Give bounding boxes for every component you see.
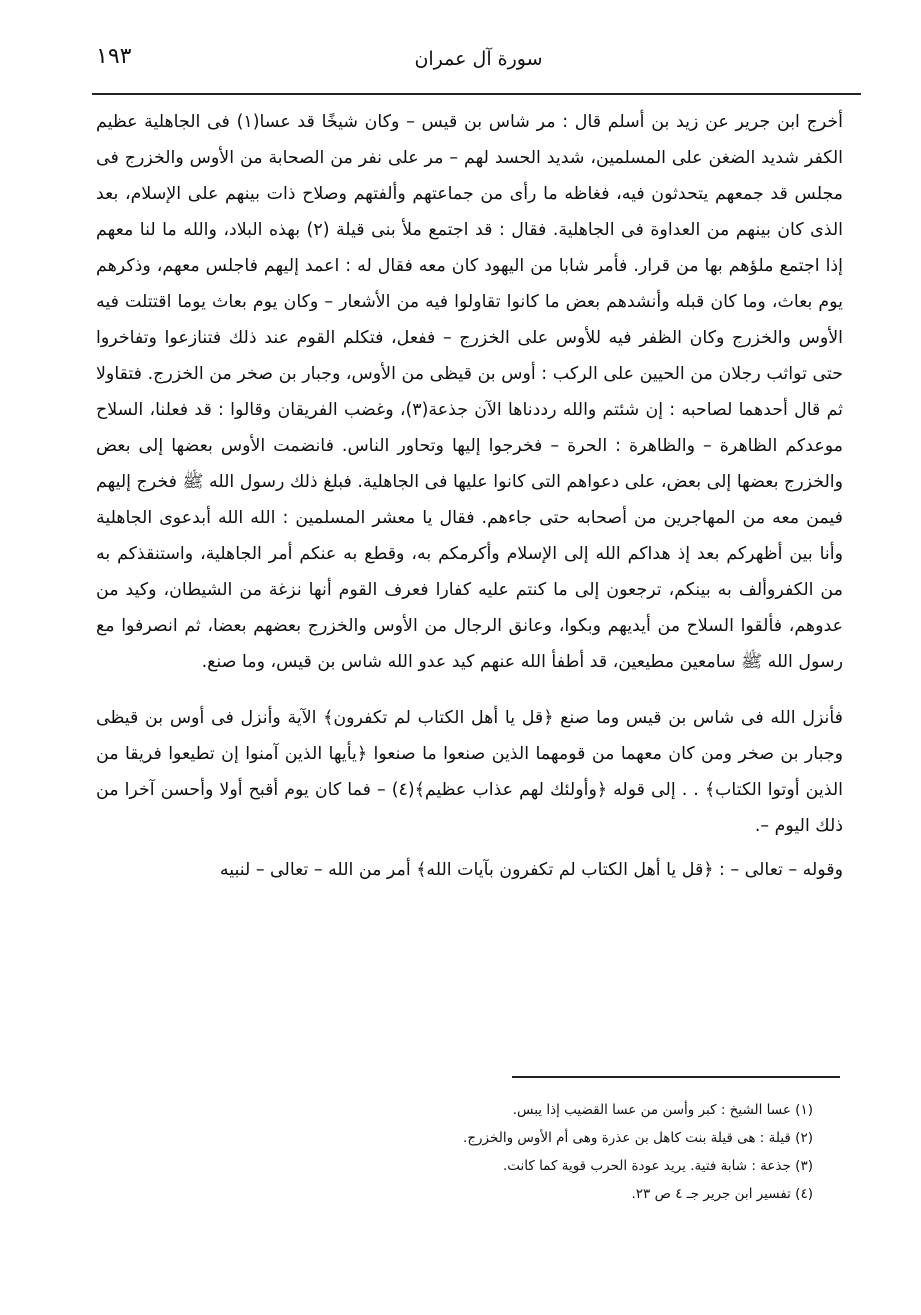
paragraph: أخرج ابن جرير عن زيد بن أسلم قال : مر شاس بن قيس – وكان شيخًا قد عسا(١) فى الجاهلية عظيم الكفر شديد الضغن على المسلمين، شديد الحسد لهم – مر على نفر من الصحابة من الأوس والخزرج فى مجلس قد جمعهم يتحدثون فيه، فغاظه ما رأى من جماعتهم وألفتهم وصلاح ذات بينهم على الإسلام، بعد الذى كان بينهم من العداوة فى الجاهلية. فقال : قد اجتمع ملأ بنى قيلة (٢) بهذه البلاد، والله ما لنا معهم إذا اجتمع ملؤهم بها من قرار. فأمر شابا من اليهود كان معه فقال له : اعمد إليهم فاجلس معهم، وذكرهم يوم بعاث، وما كان قبله وأنشدهم بعض ما كانوا تقاولوا فيه من الأشعار – وكان يوم بعاث يوما اقتتلت فيه الأوس والخزرج وكان الظفر فيه للأوس على الخزرج – ففعل، فتكلم القوم عند ذلك فتنازعوا وتفاخروا حتى تواثب رجلان من الحيين على الركب : أوس بن قيظى من الأوس، وجبار بن صخر من الخزرج. فتقاولا ثم قال أحدهما لصاحبه : إن شئتم والله رددناها الآن جذعة(٣)، وغضب الفريقان وقالوا : قد فعلنا، السلاح موعدكم الظاهرة – والظاهرة : الحرة – فخرجوا إليها وتحاور الناس. فانضمت الأوس بعضها إلى بعض والخزرج بعضها إلى بعض، على دعواهم التى كانوا عليها فى الجاهلية. فبلغ ذلك رسول الله ﷺ فخرج إليهم فيمن معه من المهاجرين من أصحابه حتى جاءهم. فقال يا معشر المسلمين : الله الله أبدعوى الجاهلية وأنا بين أظهركم بعد إذ هداكم الله إلى الإسلام وأكرمكم به، وقطع به عنكم أمر الجاهلية، واستنقذكم به من الكفروألف به بينكم، ترجعون إلى ما كنتم عليه كفارا فعرف القوم أنها نزغة من الشيطان، وكيد من عدوهم، فألقوا السلاح من أيديهم وبكوا، وعانق الرجال من الأوس والخزرج بعضهم بعضا، ثم انصرفوا مع رسول الله ﷺ سامعين مطيعين، قد أطفأ الله عنهم كيد عدو الله شاس بن قيس، وما صنع. <box>96 112 843 672</box>
paragraph: فأنزل الله فى شاس بن قيس وما صنع ﴿قل يا أهل الكتاب لم تكفرون﴾ الآية وأنزل فى أوس بن قيظى وجبار بن صخر ومن كان معهما من قومهما الذين صنعوا ما صنعوا ﴿يأيها الذين آمنوا إن تطيعوا فريقا من الذين أوتوا الكتاب﴾ . . إلى قوله ﴿وأولئك لهم عذاب عظيم﴾(٤) – فما كان يوم أقبح أولا وأحسن آخرا من ذلك اليوم –. <box>96 708 843 836</box>
footnote-3: (٣) جذعة : شابة فتية. يريد عودة الحرب قوية كما كانت. <box>502 1158 813 1174</box>
footnote-4: (٤) تفسير ابن جرير جـ ٤ ص ٢٣. <box>631 1186 813 1202</box>
page-title: سورة آل عمران <box>414 48 543 70</box>
page-number: ١٩٣ <box>96 44 132 69</box>
footnote-rule <box>512 1076 840 1078</box>
body-text <box>96 104 843 888</box>
footnote-1: (١) عسا الشيخ : كبر وأسن من عسا القضيب إذا يبس. <box>512 1102 813 1118</box>
page-header <box>96 40 861 92</box>
footnotes <box>200 1096 813 1208</box>
footnote-2: (٢) قيلة : هى قيلة بنت كاهل بن عذرة وهى أم الأوس والخزرج. <box>463 1130 813 1146</box>
header-rule <box>92 93 861 95</box>
paragraph: وقوله – تعالى – : ﴿قل يا أهل الكتاب لم تكفرون بآيات الله﴾ أمر من الله – تعالى – لنبيه <box>219 860 843 880</box>
